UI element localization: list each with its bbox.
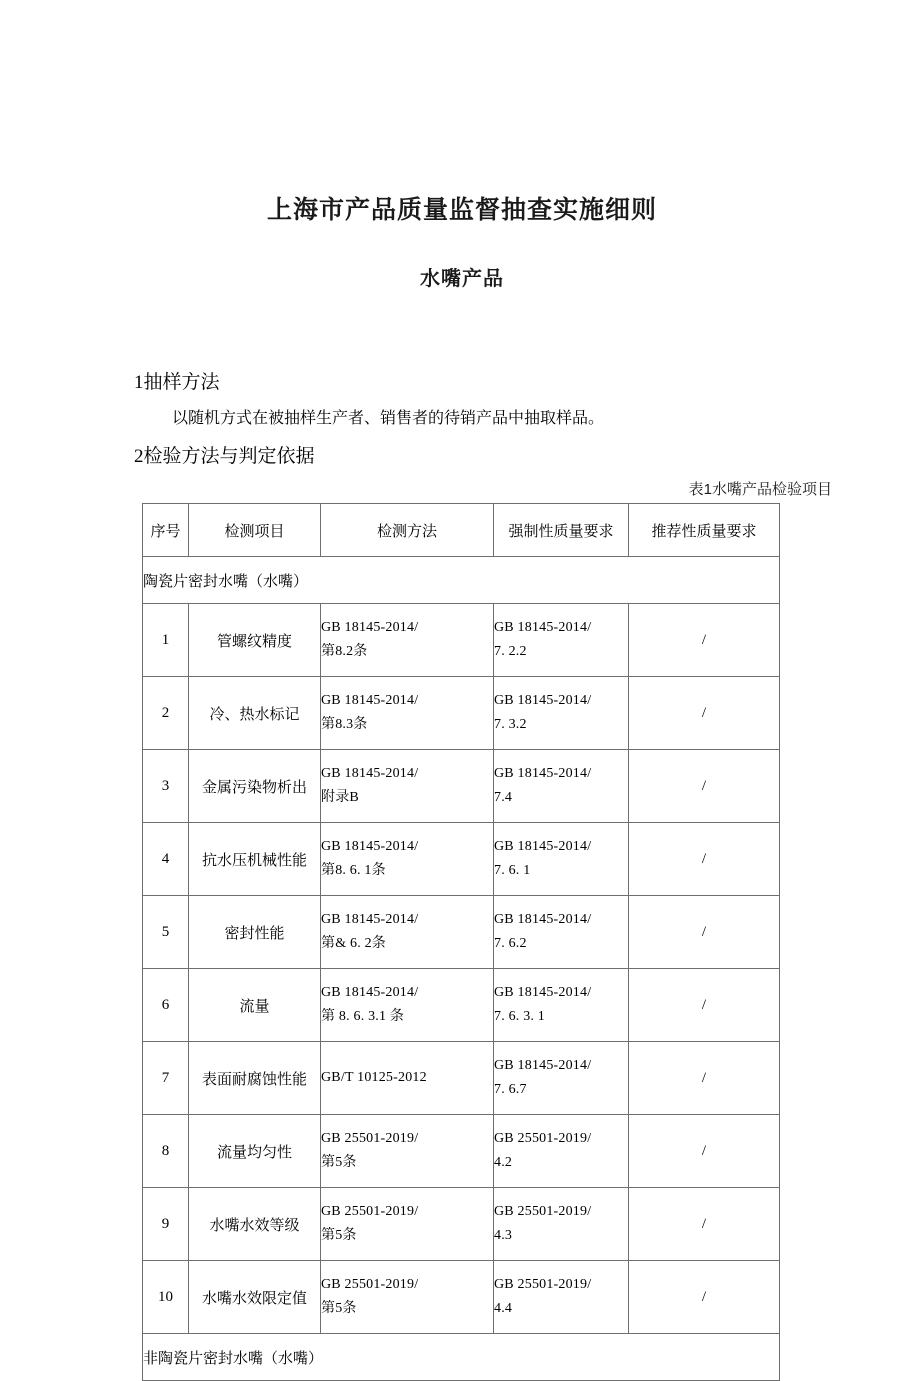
mandatory-line: GB 18145-2014/ xyxy=(494,839,592,854)
cell-item: 流量均匀性 xyxy=(189,1115,321,1188)
cell-recommended: / xyxy=(629,1261,780,1334)
method-line: GB/T 10125-2012 xyxy=(321,1070,427,1085)
cell-method xyxy=(321,1261,494,1334)
mandatory-line: 4.4 xyxy=(494,1301,513,1316)
cell-item: 表面耐腐蚀性能 xyxy=(189,1042,321,1115)
mandatory-line: GB 18145-2014/ xyxy=(494,620,592,635)
mandatory-line: 4.3 xyxy=(494,1228,513,1243)
document-title: 上海市产品质量监督抽查实施细则 xyxy=(266,196,657,224)
mandatory-line: GB 18145-2014/ xyxy=(494,693,592,708)
cell-item: 管螺纹精度 xyxy=(189,604,321,677)
cell-recommended: / xyxy=(629,896,780,969)
document-subtitle: 水嘴产品 xyxy=(420,268,504,290)
method-line: 第8. 6. 1条 xyxy=(321,863,386,878)
method-line: 第& 6. 2条 xyxy=(321,936,386,951)
cell-mandatory xyxy=(494,677,629,750)
cell-index: 8 xyxy=(143,1115,189,1188)
column-header-recommended: 推荐性质量要求 xyxy=(629,504,780,557)
table-caption: 表1水嘴产品检验项目 xyxy=(688,481,832,498)
cell-index: 4 xyxy=(143,823,189,896)
group-label-non-ceramic: 非陶瓷片密封水嘴（水嘴） xyxy=(143,1334,780,1381)
cell-recommended: / xyxy=(629,1042,780,1115)
method-line: 第5条 xyxy=(321,1155,357,1170)
method-line: GB 18145-2014/ xyxy=(321,620,419,635)
cell-recommended: / xyxy=(629,823,780,896)
cell-mandatory xyxy=(494,823,629,896)
method-line: GB 25501-2019/ xyxy=(321,1131,419,1146)
mandatory-line: GB 18145-2014/ xyxy=(494,766,592,781)
cell-method xyxy=(321,896,494,969)
cell-item: 水嘴水效等级 xyxy=(189,1188,321,1261)
group-label-ceramic: 陶瓷片密封水嘴（水嘴） xyxy=(143,557,780,604)
table-row xyxy=(143,1115,780,1188)
section-heading-sampling-method: 1抽样方法 xyxy=(134,372,220,393)
mandatory-line: GB 18145-2014/ xyxy=(494,1058,592,1073)
method-line: GB 18145-2014/ xyxy=(321,766,419,781)
cell-mandatory xyxy=(494,1261,629,1334)
mandatory-line: 7. 6. 1 xyxy=(494,863,531,878)
table-row xyxy=(143,604,780,677)
cell-method xyxy=(321,969,494,1042)
mandatory-line: 7. 6.2 xyxy=(494,936,527,951)
method-line: GB 18145-2014/ xyxy=(321,985,419,1000)
mandatory-line: GB 18145-2014/ xyxy=(494,912,592,927)
cell-index: 6 xyxy=(143,969,189,1042)
method-line: 附录B xyxy=(321,790,359,805)
cell-method xyxy=(321,750,494,823)
mandatory-line: 4.2 xyxy=(494,1155,513,1170)
method-line: GB 25501-2019/ xyxy=(321,1277,419,1292)
mandatory-line: GB 25501-2019/ xyxy=(494,1204,592,1219)
method-line: 第5条 xyxy=(321,1301,357,1316)
section-paragraph-sampling-method: 以随机方式在被抽样生产者、销售者的待销产品中抽取样品。 xyxy=(172,410,605,427)
cell-index: 7 xyxy=(143,1042,189,1115)
cell-mandatory xyxy=(494,896,629,969)
section-heading-test-method: 2检验方法与判定依据 xyxy=(134,446,315,467)
inspection-items-table-wrapper xyxy=(142,503,779,1381)
cell-mandatory xyxy=(494,1115,629,1188)
cell-index: 10 xyxy=(143,1261,189,1334)
method-line: GB 18145-2014/ xyxy=(321,693,419,708)
table-header-row xyxy=(143,504,780,557)
table-row xyxy=(143,750,780,823)
table-row xyxy=(143,1261,780,1334)
cell-index: 3 xyxy=(143,750,189,823)
cell-index: 2 xyxy=(143,677,189,750)
cell-index: 5 xyxy=(143,896,189,969)
table-row xyxy=(143,896,780,969)
column-header-item: 检测项目 xyxy=(189,504,321,557)
cell-method xyxy=(321,1115,494,1188)
cell-mandatory xyxy=(494,604,629,677)
mandatory-line: GB 25501-2019/ xyxy=(494,1131,592,1146)
table-row xyxy=(143,1188,780,1261)
cell-method xyxy=(321,1188,494,1261)
cell-recommended: / xyxy=(629,1188,780,1261)
inspection-items-table xyxy=(142,503,780,1381)
cell-method xyxy=(321,1042,494,1115)
cell-mandatory xyxy=(494,1188,629,1261)
cell-recommended: / xyxy=(629,750,780,823)
table-group-row-non-ceramic xyxy=(143,1334,780,1381)
cell-index: 1 xyxy=(143,604,189,677)
mandatory-line: 7. 3.2 xyxy=(494,717,527,732)
method-line: GB 18145-2014/ xyxy=(321,912,419,927)
cell-method xyxy=(321,677,494,750)
cell-mandatory xyxy=(494,750,629,823)
column-header-index: 序号 xyxy=(143,504,189,557)
column-header-method: 检测方法 xyxy=(321,504,494,557)
cell-item: 流量 xyxy=(189,969,321,1042)
mandatory-line: 7. 2.2 xyxy=(494,644,527,659)
cell-index: 9 xyxy=(143,1188,189,1261)
method-line: GB 18145-2014/ xyxy=(321,839,419,854)
mandatory-line: 7. 6. 3. 1 xyxy=(494,1009,545,1024)
table-row xyxy=(143,823,780,896)
mandatory-line: 7. 6.7 xyxy=(494,1082,527,1097)
cell-item: 金属污染物析出 xyxy=(189,750,321,823)
method-line: 第 8. 6. 3.1 条 xyxy=(321,1009,405,1024)
cell-mandatory xyxy=(494,969,629,1042)
cell-recommended: / xyxy=(629,1115,780,1188)
method-line: 第8.3条 xyxy=(321,717,368,732)
mandatory-line: GB 25501-2019/ xyxy=(494,1277,592,1292)
cell-method xyxy=(321,604,494,677)
cell-recommended: / xyxy=(629,604,780,677)
method-line: 第5条 xyxy=(321,1228,357,1243)
cell-mandatory xyxy=(494,1042,629,1115)
cell-item: 密封性能 xyxy=(189,896,321,969)
cell-method xyxy=(321,823,494,896)
cell-recommended: / xyxy=(629,969,780,1042)
cell-item: 抗水压机械性能 xyxy=(189,823,321,896)
mandatory-line: 7.4 xyxy=(494,790,513,805)
table-group-row-ceramic xyxy=(143,557,780,604)
cell-item: 冷、热水标记 xyxy=(189,677,321,750)
method-line: 第8.2条 xyxy=(321,644,368,659)
table-row xyxy=(143,677,780,750)
cell-recommended: / xyxy=(629,677,780,750)
method-line: GB 25501-2019/ xyxy=(321,1204,419,1219)
cell-item: 水嘴水效限定值 xyxy=(189,1261,321,1334)
column-header-mandatory: 强制性质量要求 xyxy=(494,504,629,557)
table-row xyxy=(143,1042,780,1115)
mandatory-line: GB 18145-2014/ xyxy=(494,985,592,1000)
table-row xyxy=(143,969,780,1042)
